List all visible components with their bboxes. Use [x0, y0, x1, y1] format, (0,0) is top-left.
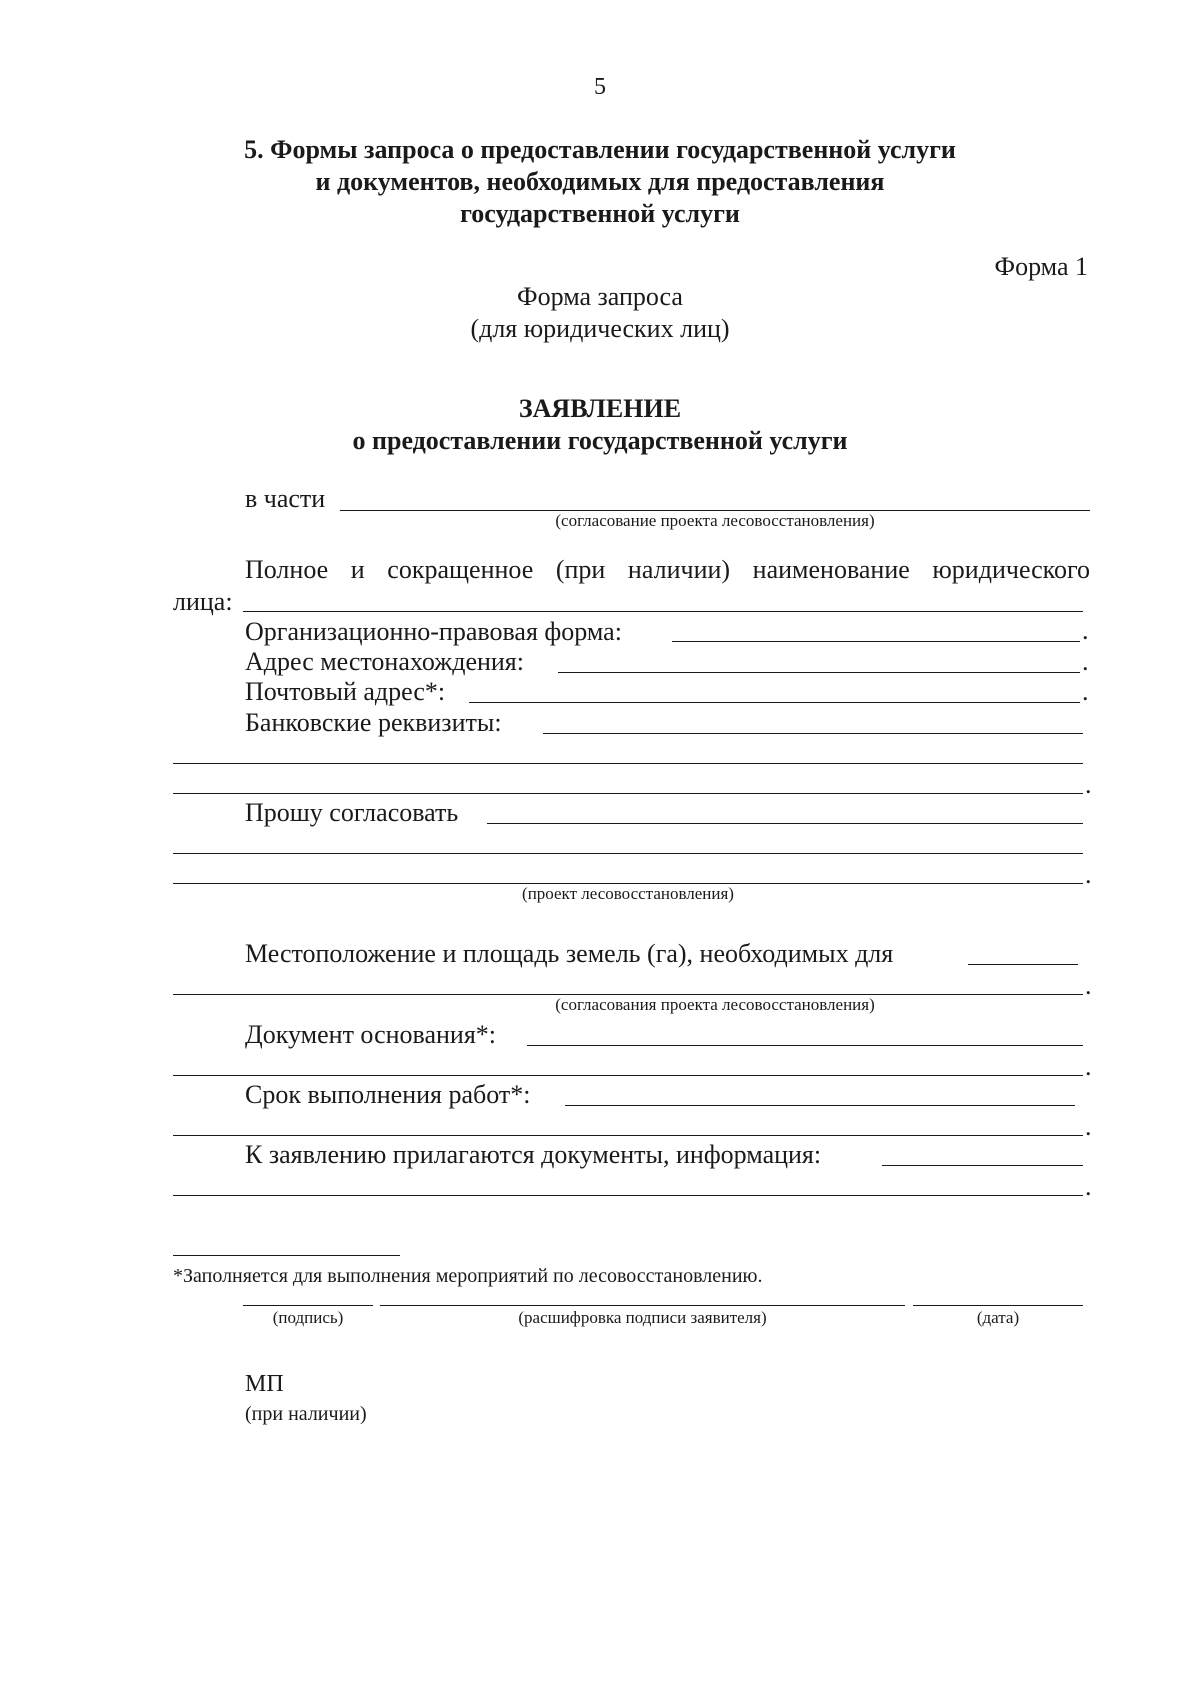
signature-decode-line[interactable] [380, 1305, 905, 1306]
postal-period: . [1082, 677, 1089, 706]
postal-input-line[interactable] [469, 702, 1080, 703]
stamp-label: МП [245, 1371, 284, 1397]
address-input-line[interactable] [558, 672, 1080, 673]
attachments-label: К заявлению прилагаются документы, информация: [245, 1140, 822, 1169]
address-label: Адрес местонахождения: [245, 647, 524, 676]
name-label-line-1: Полное и сокращенное (при наличии) наименование юридического [245, 555, 1090, 584]
org-form-period: . [1082, 616, 1089, 645]
request-hint: (проект лесовосстановления) [522, 884, 734, 903]
address-period: . [1082, 647, 1089, 676]
part-label: в части [245, 484, 326, 513]
form-subtitle-line-1: Форма запроса [517, 282, 683, 311]
basis-input-line-2[interactable] [173, 1075, 1083, 1076]
statement-title: ЗАЯВЛЕНИЕ [518, 394, 682, 423]
term-input-line-2[interactable] [173, 1135, 1083, 1136]
part-hint: (согласование проекта лесовосстановления) [555, 511, 875, 530]
date-hint: (дата) [976, 1308, 1020, 1327]
bank-input-line-3[interactable] [173, 793, 1083, 794]
location-input-line-1[interactable] [968, 964, 1078, 965]
name-input-line[interactable] [243, 611, 1083, 612]
org-form-input-line[interactable] [672, 641, 1080, 642]
request-input-line-1[interactable] [487, 823, 1083, 824]
request-period: . [1085, 860, 1092, 889]
postal-label: Почтовый адрес*: [245, 677, 446, 706]
name-label-line-2: лица: [173, 587, 233, 616]
term-period: . [1085, 1112, 1092, 1141]
location-period: . [1085, 971, 1092, 1000]
attachments-input-line-1[interactable] [882, 1165, 1083, 1166]
bank-input-line-2[interactable] [173, 763, 1083, 764]
form-label: Форма 1 [994, 252, 1088, 281]
date-line[interactable] [913, 1305, 1083, 1306]
signature-hint: (подпись) [272, 1308, 344, 1327]
attachments-period: . [1085, 1172, 1092, 1201]
term-input-line-1[interactable] [565, 1105, 1075, 1106]
bank-period: . [1085, 770, 1092, 799]
request-input-line-2[interactable] [173, 853, 1083, 854]
location-label: Местоположение и площадь земель (га), необходимых для [245, 939, 894, 968]
form-subtitle-line-2: (для юридических лиц) [470, 314, 730, 343]
footnote-separator [173, 1255, 400, 1256]
term-label: Срок выполнения работ*: [245, 1080, 531, 1109]
request-label: Прошу согласовать [245, 798, 459, 827]
footnote: *Заполняется для выполнения мероприятий по лесовосстановлению. [173, 1265, 763, 1287]
basis-input-line-1[interactable] [527, 1045, 1083, 1046]
bank-input-line-1[interactable] [543, 733, 1083, 734]
bank-label: Банковские реквизиты: [245, 708, 502, 737]
statement-subtitle: о предоставлении государственной услуги [352, 426, 848, 455]
stamp-hint: (при наличии) [245, 1403, 367, 1425]
page-number: 5 [594, 74, 606, 100]
section-title-line-1: 5. Формы запроса о предоставлении государственной услуги [244, 135, 956, 164]
basis-label: Документ основания*: [245, 1020, 497, 1049]
signature-decode-hint: (расшифровка подписи заявителя) [518, 1308, 767, 1327]
org-form-label: Организационно-правовая форма: [245, 617, 622, 646]
signature-line[interactable] [243, 1305, 373, 1306]
location-hint: (согласования проекта лесовосстановления) [555, 995, 875, 1014]
attachments-input-line-2[interactable] [173, 1195, 1083, 1196]
section-title-line-3: государственной услуги [460, 199, 740, 228]
section-title-line-2: и документов, необходимых для предоставления [315, 167, 885, 196]
basis-period: . [1085, 1052, 1092, 1081]
